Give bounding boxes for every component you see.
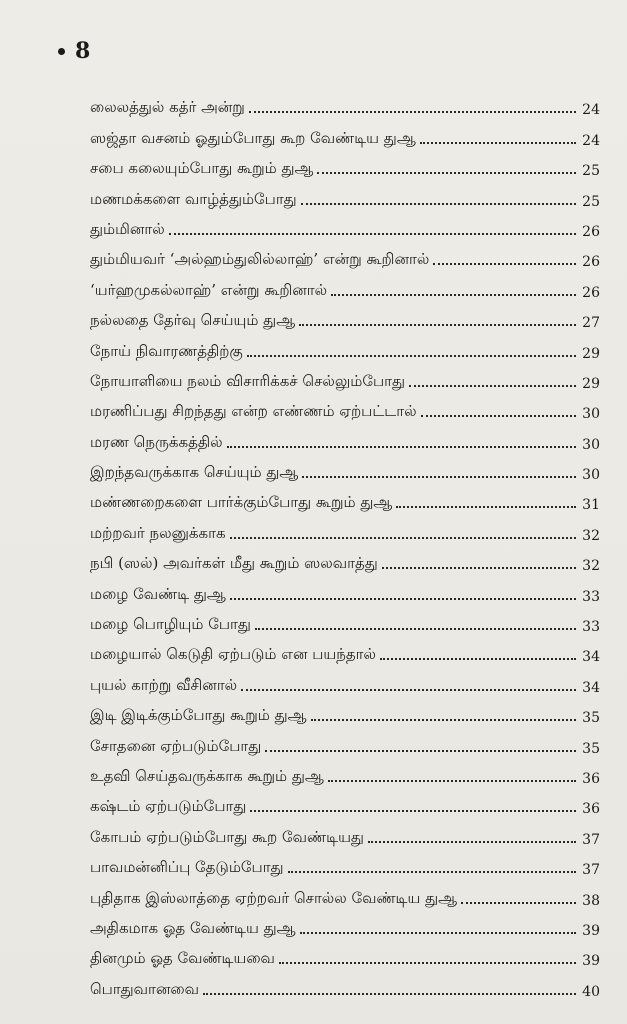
toc-entry xyxy=(90,118,600,148)
toc-entry-page: 35 xyxy=(582,710,600,727)
toc-entry xyxy=(90,544,600,574)
toc-entry-page: 37 xyxy=(582,862,600,879)
toc-entry-page: 40 xyxy=(582,983,600,1000)
dot-leader xyxy=(420,142,576,144)
toc-entry-page: 33 xyxy=(582,588,600,605)
dot-leader xyxy=(230,537,577,539)
toc-entry-title: புதிதாக இஸ்லாத்தை ஏற்றவர் சொல்ல வேண்டிய துஆ xyxy=(90,888,458,907)
dot-leader xyxy=(247,355,576,357)
dot-leader xyxy=(302,476,576,478)
toc-entry-title: சோதனை ஏற்படும்போது xyxy=(90,736,262,755)
dot-leader xyxy=(368,841,576,843)
toc-entry-page: 24 xyxy=(582,102,600,119)
toc-entry-page: 38 xyxy=(582,892,600,909)
dot-leader xyxy=(461,902,576,904)
dot-leader xyxy=(230,598,576,600)
toc-entry-title: இறந்தவருக்காக செய்யும் துஆ xyxy=(90,463,299,482)
toc-entry-page: 25 xyxy=(582,193,600,210)
toc-entry xyxy=(90,149,600,179)
toc-entry-title: நோயாளியை நலம் விசாரிக்கச் செல்லும்போது xyxy=(90,371,406,390)
dot-leader xyxy=(249,111,576,113)
dot-leader xyxy=(317,172,576,174)
toc-entry-title: பாவமன்னிப்பு தேடும்போது xyxy=(90,858,284,877)
toc-entry xyxy=(90,635,600,665)
toc-entry-page: 32 xyxy=(582,558,600,575)
toc-entry-title: மரண நெருக்கத்தில் xyxy=(90,432,223,451)
toc-entry-title: உதவி செய்தவருக்காக கூறும் துஆ xyxy=(90,766,324,785)
dot-leader xyxy=(300,932,577,934)
toc-entry xyxy=(90,422,600,452)
toc-entry-page: 37 xyxy=(582,831,600,848)
dot-leader xyxy=(382,567,576,569)
toc-entry-title: மற்றவர் நலனுக்காக xyxy=(90,523,226,542)
toc-entry-title: சபை கலையும்போது கூறும் துஆ xyxy=(90,159,314,178)
toc-entry-title: மரணிப்பது சிறந்தது என்ற எண்ணம் ஏற்பட்டால் xyxy=(90,402,417,421)
toc-entry-page: 30 xyxy=(582,467,600,484)
toc-entry-page: 26 xyxy=(582,223,600,240)
toc-entry-title: தும்மியவர் ‘அல்ஹம்துலில்லாஹ்’ என்று கூறினால் xyxy=(90,250,430,269)
dot-leader xyxy=(299,324,576,326)
toc-entry xyxy=(90,817,600,847)
dot-leader xyxy=(288,871,577,873)
page-header xyxy=(58,40,90,62)
toc-entry-page: 29 xyxy=(582,345,600,362)
toc-entry xyxy=(90,696,600,726)
toc-entry xyxy=(90,210,600,240)
toc-entry-page: 34 xyxy=(582,679,600,696)
dot-leader xyxy=(250,810,576,812)
toc-entry-title: மணமக்களை வாழ்த்தும்போது xyxy=(90,189,297,208)
toc-entry xyxy=(90,88,600,118)
dot-leader xyxy=(328,780,576,782)
dot-leader xyxy=(301,203,576,205)
toc-entry-title: மழையால் கெடுதி ஏற்படும் என பயந்தால் xyxy=(90,645,376,664)
toc-entry xyxy=(90,878,600,908)
toc-entry-title: கோபம் ஏற்படும்போது கூற வேண்டியது xyxy=(90,827,364,846)
page-number: 8 xyxy=(75,38,91,64)
dot-leader xyxy=(311,719,577,721)
toc-entry-page: 24 xyxy=(582,132,600,149)
dot-leader xyxy=(279,962,576,964)
toc-entry-page: 27 xyxy=(582,315,600,332)
dot-leader xyxy=(241,689,576,691)
toc-entry-title: தும்மினால் xyxy=(90,219,165,238)
toc-entry-page: 36 xyxy=(582,801,600,818)
dot-leader xyxy=(433,263,576,265)
dot-leader xyxy=(203,993,576,995)
toc-entry-title: ‘யர்ஹமுகல்லாஹ்’ என்று கூறினால் xyxy=(90,280,328,299)
toc-entry xyxy=(90,605,600,635)
toc-entry-page: 34 xyxy=(582,649,600,666)
dot-leader xyxy=(169,233,576,235)
toc-entry xyxy=(90,574,600,604)
toc-entry-page: 35 xyxy=(582,740,600,757)
toc-entry xyxy=(90,665,600,695)
toc-entry-page: 26 xyxy=(582,284,600,301)
toc-entry-page: 25 xyxy=(582,163,600,180)
toc-entry-title: மண்ணறைகளை பார்க்கும்போது கூறும் துஆ xyxy=(90,493,393,512)
toc-entry xyxy=(90,939,600,969)
bullet-icon xyxy=(58,48,65,55)
toc-entry-title: நபி (ஸல்) அவர்கள் மீது கூறும் ஸலவாத்து xyxy=(90,554,378,573)
toc-entry xyxy=(90,270,600,300)
toc-entry xyxy=(90,726,600,756)
toc-entry-page: 31 xyxy=(582,497,600,514)
toc-entry-title: ஸஜ்தா வசனம் ஓதும்போது கூற வேண்டிய துஆ xyxy=(90,128,416,147)
toc-entry-page: 36 xyxy=(582,770,600,787)
toc-entry-title: தினமும் ஓத வேண்டியவை xyxy=(90,949,275,968)
toc-entry-title: மழை பொழியும் போது xyxy=(90,615,251,634)
toc-entry-title: கஷ்டம் ஏற்படும்போது xyxy=(90,797,247,816)
toc-entry-title: பொதுவானவை xyxy=(90,979,199,998)
toc-entry-title: மழை வேண்டி துஆ xyxy=(90,584,226,603)
dot-leader xyxy=(331,294,576,296)
toc-entry-title: நோய் நிவாரணத்திற்கு xyxy=(90,341,243,360)
dot-leader xyxy=(409,385,576,387)
toc-entry xyxy=(90,757,600,787)
toc-entry-page: 39 xyxy=(582,953,600,970)
toc-entry-page: 30 xyxy=(582,406,600,423)
toc-entry xyxy=(90,787,600,817)
toc-entry-page: 39 xyxy=(582,922,600,939)
toc-entry xyxy=(90,392,600,422)
toc-entry-page: 32 xyxy=(582,527,600,544)
dot-leader xyxy=(396,506,576,508)
toc-entry-title: அதிகமாக ஓத வேண்டிய துஆ xyxy=(90,918,296,937)
toc-entry-title: இடி இடிக்கும்போது கூறும் துஆ xyxy=(90,706,307,725)
toc-entry xyxy=(90,513,600,543)
toc-entry xyxy=(90,453,600,483)
toc-entry-page: 30 xyxy=(582,436,600,453)
toc-entry-page: 29 xyxy=(582,375,600,392)
dot-leader xyxy=(255,628,576,630)
toc-entry-page: 33 xyxy=(582,619,600,636)
toc-entry-title: நல்லதை தேர்வு செய்யும் துஆ xyxy=(90,311,296,330)
table-of-contents xyxy=(90,88,600,1000)
toc-entry xyxy=(90,240,600,270)
toc-entry-title: புயல் காற்று வீசினால் xyxy=(90,675,238,694)
toc-entry-page: 26 xyxy=(582,254,600,271)
toc-entry xyxy=(90,483,600,513)
toc-entry xyxy=(90,969,600,999)
toc-entry xyxy=(90,362,600,392)
toc-entry xyxy=(90,331,600,361)
toc-entry xyxy=(90,179,600,209)
toc-entry-title: லைலத்துல் கத்ர் அன்று xyxy=(90,98,245,117)
toc-entry xyxy=(90,909,600,939)
dot-leader xyxy=(265,750,576,752)
toc-entry xyxy=(90,301,600,331)
dot-leader xyxy=(421,415,577,417)
dot-leader xyxy=(380,658,576,660)
dot-leader xyxy=(227,446,577,448)
toc-entry xyxy=(90,848,600,878)
